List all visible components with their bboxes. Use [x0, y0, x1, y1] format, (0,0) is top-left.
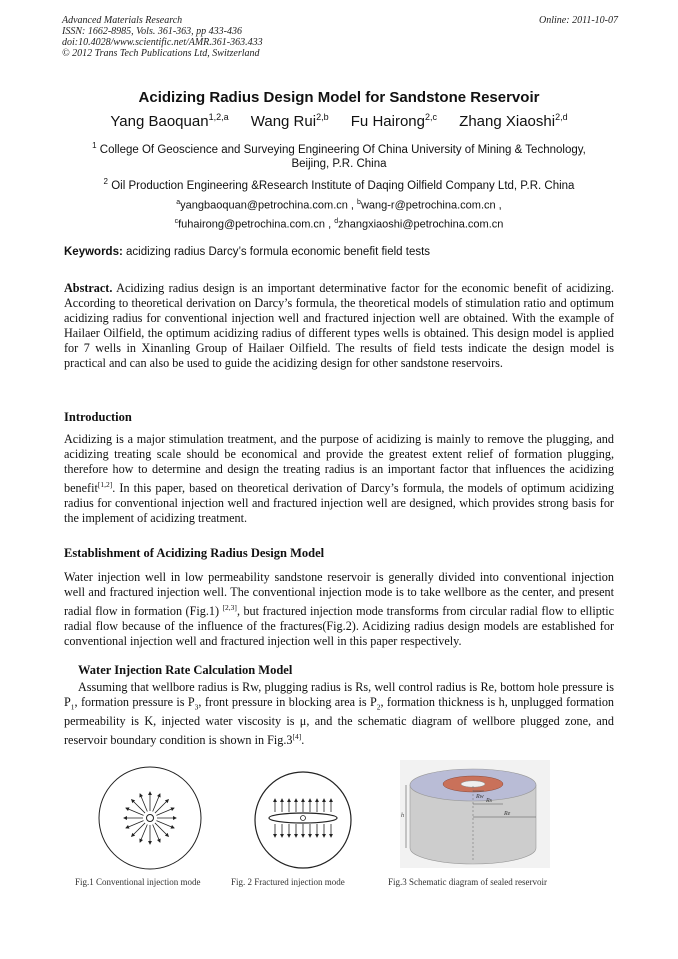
issn: ISSN: 1662-8985, Vols. 361-363, pp 433-436 [62, 26, 242, 37]
radial-flow-arrowhead [124, 817, 127, 820]
fig3-caption: Fig.3 Schematic diagram of sealed reservoir [388, 877, 547, 887]
radial-flow-arrowhead [149, 841, 152, 844]
author: Zhang Xiaoshi$^{2,d}$ [459, 112, 568, 130]
introduction-paragraph: Acidizing is a major stimulation treatment, and the purpose of acidizing is mainly to remove the plugging, and acidizing treating scale should be economical and provide the greatest extent relief of formation plugging, therefore how to determine and design the treating radius is an important factor that influences the acidizing benefit[1,2]. In this paper, based on theoretical derivation of Darcy’s formula, the models of optimum acidizing radius for conventional injection well and fractured injection well are designed, which provides strong basis for the implement of acidizing treatment. [64, 432, 614, 526]
paper-title: Acidizing Radius Design Model for Sandstone Reservoir [138, 89, 540, 106]
affiliation-1: $^1$ College Of Geoscience and Surveying Engineering Of China University of Mining & Technology, Beijing, P.R. China [92, 141, 586, 170]
radial-flow-arrowhead [126, 826, 129, 828]
fig2-caption: Fig. 2 Fractured injection mode [231, 877, 345, 887]
fracture-flow-arrowhead [295, 799, 298, 802]
radial-flow-arrowhead [171, 826, 174, 828]
fig3-sealed-reservoir-diagram [400, 760, 550, 868]
establishment-paragraph: Water injection well in low permeability sandstone reservoir is generally divided into conventional injection well and fractured injection well. The conventional injection mode is to take wellbore as the center, and present radial flow in formation (Fig.1) [2,3], but fractured injection mode transforms from circular radial flow to elliptic radial flow because of the influence of the fractures(Fig.2). Acidizing radius design models are established for conventional injection well and fractured injection well in this paper respectively. [64, 570, 614, 649]
author-emails: $^a$yangbaoquan@petrochina.com.cn , $^b$wang-r@petrochina.com.cn , $^c$fuhairong@petrochina.com.cn , $^d$zhangxiaoshi@petrochina.com.cn [174, 199, 504, 231]
copyright: © 2012 Trans Tech Publications Ltd, Switzerland [62, 48, 260, 59]
keywords-text: acidizing radius Darcy’s formula economic benefit field tests [126, 246, 431, 258]
radial-flow-arrowhead [173, 817, 176, 820]
fig3-label-rs: Rs [486, 798, 492, 804]
water-injection-paragraph: Assuming that wellbore radius is Rw, plugging radius is Rs, well control radius is Re, bottom hole pressure is $P_1$, formation pressure is $P_3$, front pressure in blocking area is $P_2$, formation thickness is h, unplugged formation permeability is K, injected water viscosity is μ, and the schematic diagram of wellbore plugged zone, and reservoir boundary condition is shown in Fig.3[4]. [64, 680, 615, 748]
fracture-flow-arrowhead [323, 834, 326, 837]
fracture-flow-arrowhead [302, 799, 305, 802]
author: Yang Baoquan$^{1,2,a}$ [110, 112, 229, 130]
fracture-flow-arrowhead [330, 834, 333, 837]
fracture-flow-arrowhead [281, 834, 284, 837]
fig1-caption: Fig.1 Conventional injection mode [75, 877, 201, 887]
journal-header [62, 15, 618, 59]
section-heading-establishment: Establishment of Acidizing Radius Design Model [64, 546, 325, 560]
author-list [0, 112, 678, 130]
fracture-flow-arrowhead [323, 799, 326, 802]
journal-name: Advanced Materials Research [62, 15, 183, 26]
fracture-flow-arrowhead [281, 799, 284, 802]
fracture-flow-arrowhead [309, 799, 312, 802]
radial-flow-arrowhead [140, 794, 142, 797]
abstract-label: Abstract. [64, 281, 113, 295]
keywords-label: Keywords: [64, 246, 123, 258]
online-date: Online: 2011-10-07 [539, 15, 618, 26]
fracture-flow-arrowhead [274, 799, 277, 802]
abstract [64, 281, 614, 371]
fracture-flow-arrowhead [302, 834, 305, 837]
citation: [2,3] [222, 603, 237, 612]
email-d[interactable]: zhangxiaoshi@petrochina.com.cn [338, 218, 504, 231]
radial-flow-arrowhead [171, 808, 174, 810]
subsection-heading-water-injection: Water Injection Rate Calculation Model [78, 663, 293, 677]
fracture-flow-arrowhead [309, 834, 312, 837]
citation: [4] [292, 732, 302, 742]
fig1-conventional-injection-diagram [95, 763, 205, 873]
section-heading-introduction: Introduction [64, 410, 132, 424]
fig3-label-re: Re [504, 811, 511, 817]
fracture-flow-arrowhead [316, 834, 319, 837]
author: Wang Rui$^{2,b}$ [250, 112, 329, 130]
radial-flow-arrowhead [126, 808, 129, 810]
fracture-flow-arrowhead [274, 834, 277, 837]
doi: doi:10.4028/www.scientific.net/AMR.361-363.433 [62, 37, 263, 48]
fig3-label-rw: Rw [476, 794, 484, 800]
email-c[interactable]: fuhairong@petrochina.com.cn , [178, 218, 332, 231]
radial-flow-arrowhead [149, 792, 152, 795]
radial-flow-arrowhead [158, 794, 160, 797]
email-a[interactable]: yangbaoquan@petrochina.com.cn , [180, 199, 354, 212]
fracture-flow-arrowhead [330, 799, 333, 802]
email-b[interactable]: wang-r@petrochina.com.cn , [360, 199, 502, 212]
author: Fu Hairong$^{2,c}$ [350, 112, 437, 130]
radial-flow-arrowhead [140, 839, 142, 842]
fig2-fractured-injection-diagram [250, 770, 360, 874]
citation: [1,2] [97, 480, 113, 489]
abstract-text: Acidizing radius design is an important determinative factor for the economic benefit of acidizing. According to theoretical derivation on Darcy’s formula, the theoretical models of stimulation ratio and optimum acidizing radius for conventional injection well and fractured injection well are obtained. With the example of Hailaer Oilfield, the optimum acidizing radius of different types wells is obtained. This design model is applied for 7 wells in Xinanling Group of Hailaer Oilfield. The results of field tests indicate the design model is practical and can also be used to guide the acidizing design for other sandstone reservoirs. [64, 281, 615, 370]
radial-flow-arrowhead [158, 839, 160, 842]
fracture-flow-arrowhead [288, 834, 291, 837]
fracture-flow-arrowhead [288, 799, 291, 802]
fracture-flow-arrowhead [316, 799, 319, 802]
affiliation-2: $^2$ Oil Production Engineering &Research Institute of Daqing Oilfield Company Ltd, P.R. China [103, 177, 575, 192]
keywords [64, 246, 430, 258]
fracture-flow-arrowhead [295, 834, 298, 837]
fig3-label-h: h [401, 813, 404, 819]
